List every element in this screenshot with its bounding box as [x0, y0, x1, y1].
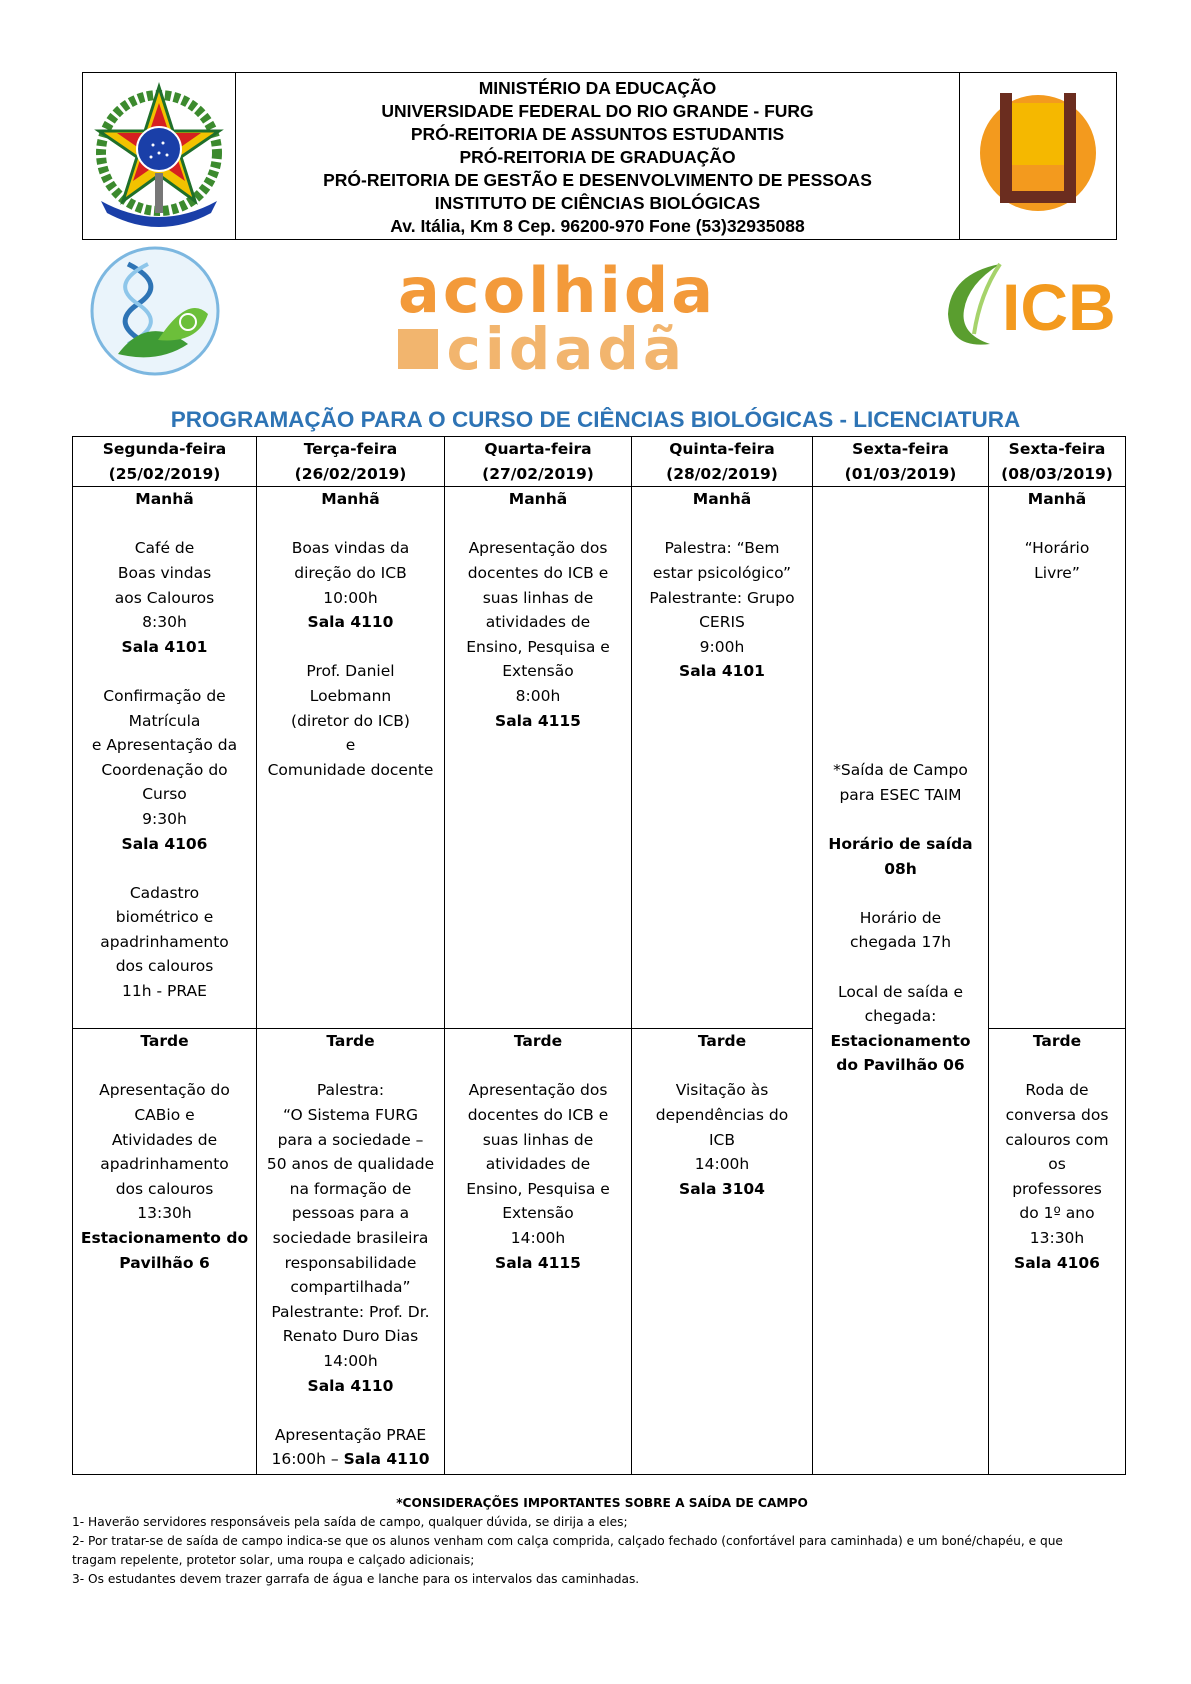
cell-tuesday-morning: Manhã Boas vindas da direção do ICB 10:00h Sala 4110 Prof. Daniel Loebmann (diretor do ICB) e Comunidade docente	[257, 487, 445, 1029]
field-trip-notes	[72, 1494, 1132, 1589]
day-header: Segunda-feira (25/02/2019)	[73, 437, 257, 487]
cell-monday-morning: Manhã Café de Boas vindas aos Calouros 8:30h Sala 4101 Confirmação de Matrícula e Apresentação da Coordenação do Curso 9:30h Sala 4106 Cadastro biométrico e apadrinhamento dos calouros 11h - PRAE	[73, 487, 257, 1029]
brasao-emblem	[83, 73, 236, 239]
note-item: 1- Haverão servidores responsáveis pela saída de campo, qualquer dúvida, se dirija a eles;	[72, 1515, 628, 1529]
page-title: PROGRAMAÇÃO PARA O CURSO DE CIÊNCIAS BIOLÓGICAS - LICENCIATURA	[170, 407, 1021, 432]
day-header: Sexta-feira (08/03/2019)	[989, 437, 1126, 487]
cell-thursday-morning: Manhã Palestra: “Bem estar psicológico” Palestrante: Grupo CERIS 9:00h Sala 4101	[632, 487, 813, 1029]
cell-friday2-morning: Manhã “Horário Livre”	[989, 487, 1126, 1029]
cell-tuesday-afternoon: Tarde Palestra: “O Sistema FURG para a sociedade – 50 anos de qualidade na formação de pessoas para a sociedade brasileira responsabilidade compartilhada” Palestrante: Prof. Dr. Renato Duro Dias 14:00h Sala 4110 Apresentação PRAE 16:00h – Sala 4110	[257, 1029, 445, 1475]
header-box	[82, 72, 1117, 240]
logo-row	[0, 240, 1191, 400]
cell-thursday-afternoon: Tarde Visitação às dependências do ICB 14:00h Sala 3104	[632, 1029, 813, 1475]
banner-square	[398, 329, 438, 369]
acolhida-cidada-banner	[398, 254, 792, 383]
institution-header-text	[236, 77, 959, 238]
banner-word-acolhida: acolhida	[398, 254, 717, 327]
notes-title: *CONSIDERAÇÕES IMPORTANTES SOBRE A SAÍDA DE CAMPO	[396, 1496, 808, 1510]
day-header: Sexta-feira (01/03/2019)	[813, 437, 989, 487]
icb-leaf-icon	[940, 254, 1010, 354]
day-header: Quarta-feira (27/02/2019)	[445, 437, 632, 487]
day-header: Terça-feira (26/02/2019)	[257, 437, 445, 487]
note-item: 3- Os estudantes devem trazer garrafa de água e lanche para os intervalos das caminhadas.	[72, 1572, 640, 1586]
table-header-row	[73, 437, 1126, 487]
cell-wednesday-afternoon: Tarde Apresentação dos docentes do ICB e suas linhas de atividades de Ensino, Pesquisa e Extensão 14:00h Sala 4115	[445, 1029, 632, 1475]
furg-logo	[959, 73, 1116, 239]
header-line: PRÓ-REITORIA DE ASSUNTOS ESTUDANTIS	[410, 124, 785, 144]
header-line: INSTITUTO DE CIÊNCIAS BIOLÓGICAS	[434, 193, 761, 213]
cell-friday-field-trip: *Saída de Campo para ESEC TAIM Horário de saída 08h Horário de chegada 17h Local de saída e chegada: Estacionamento do Pavilhão 06	[813, 487, 989, 1475]
header-line: MINISTÉRIO DA EDUCAÇÃO	[478, 78, 717, 98]
note-item: tragam repelente, protetor solar, uma roupa e calçado adicionais;	[72, 1553, 475, 1567]
header-line: UNIVERSIDADE FEDERAL DO RIO GRANDE - FURG	[381, 101, 814, 121]
day-header: Quinta-feira (28/02/2019)	[632, 437, 813, 487]
header-line: Av. Itália, Km 8 Cep. 96200-970 Fone (53)32935088	[390, 216, 805, 236]
cell-monday-afternoon: Tarde Apresentação do CABio e Atividades de apadrinhamento dos calouros 13:30h Estacionamento do Pavilhão 6	[73, 1029, 257, 1475]
note-item: 2- Por tratar-se de saída de campo indica-se que os alunos venham com calça comprida, calçado fechado (confortável para caminhada) e um boné/chapéu, e que	[72, 1534, 1063, 1548]
header-line: PRÓ-REITORIA DE GESTÃO E DESENVOLVIMENTO DE PESSOAS	[323, 170, 872, 190]
biology-course-logo	[88, 244, 222, 378]
icb-text: ICB	[1002, 270, 1116, 344]
banner-word-cidada: cidadã	[446, 315, 687, 383]
morning-row	[73, 487, 1126, 1029]
header-line: PRÓ-REITORIA DE GRADUAÇÃO	[459, 147, 736, 167]
cell-friday2-afternoon: Tarde Roda de conversa dos calouros com os professores do 1º ano 13:30h Sala 4106	[989, 1029, 1126, 1475]
schedule-table	[72, 436, 1126, 1475]
icb-logo	[940, 254, 1116, 364]
cell-wednesday-morning: Manhã Apresentação dos docentes do ICB e suas linhas de atividades de Ensino, Pesquisa e Extensão 8:00h Sala 4115	[445, 487, 632, 1029]
